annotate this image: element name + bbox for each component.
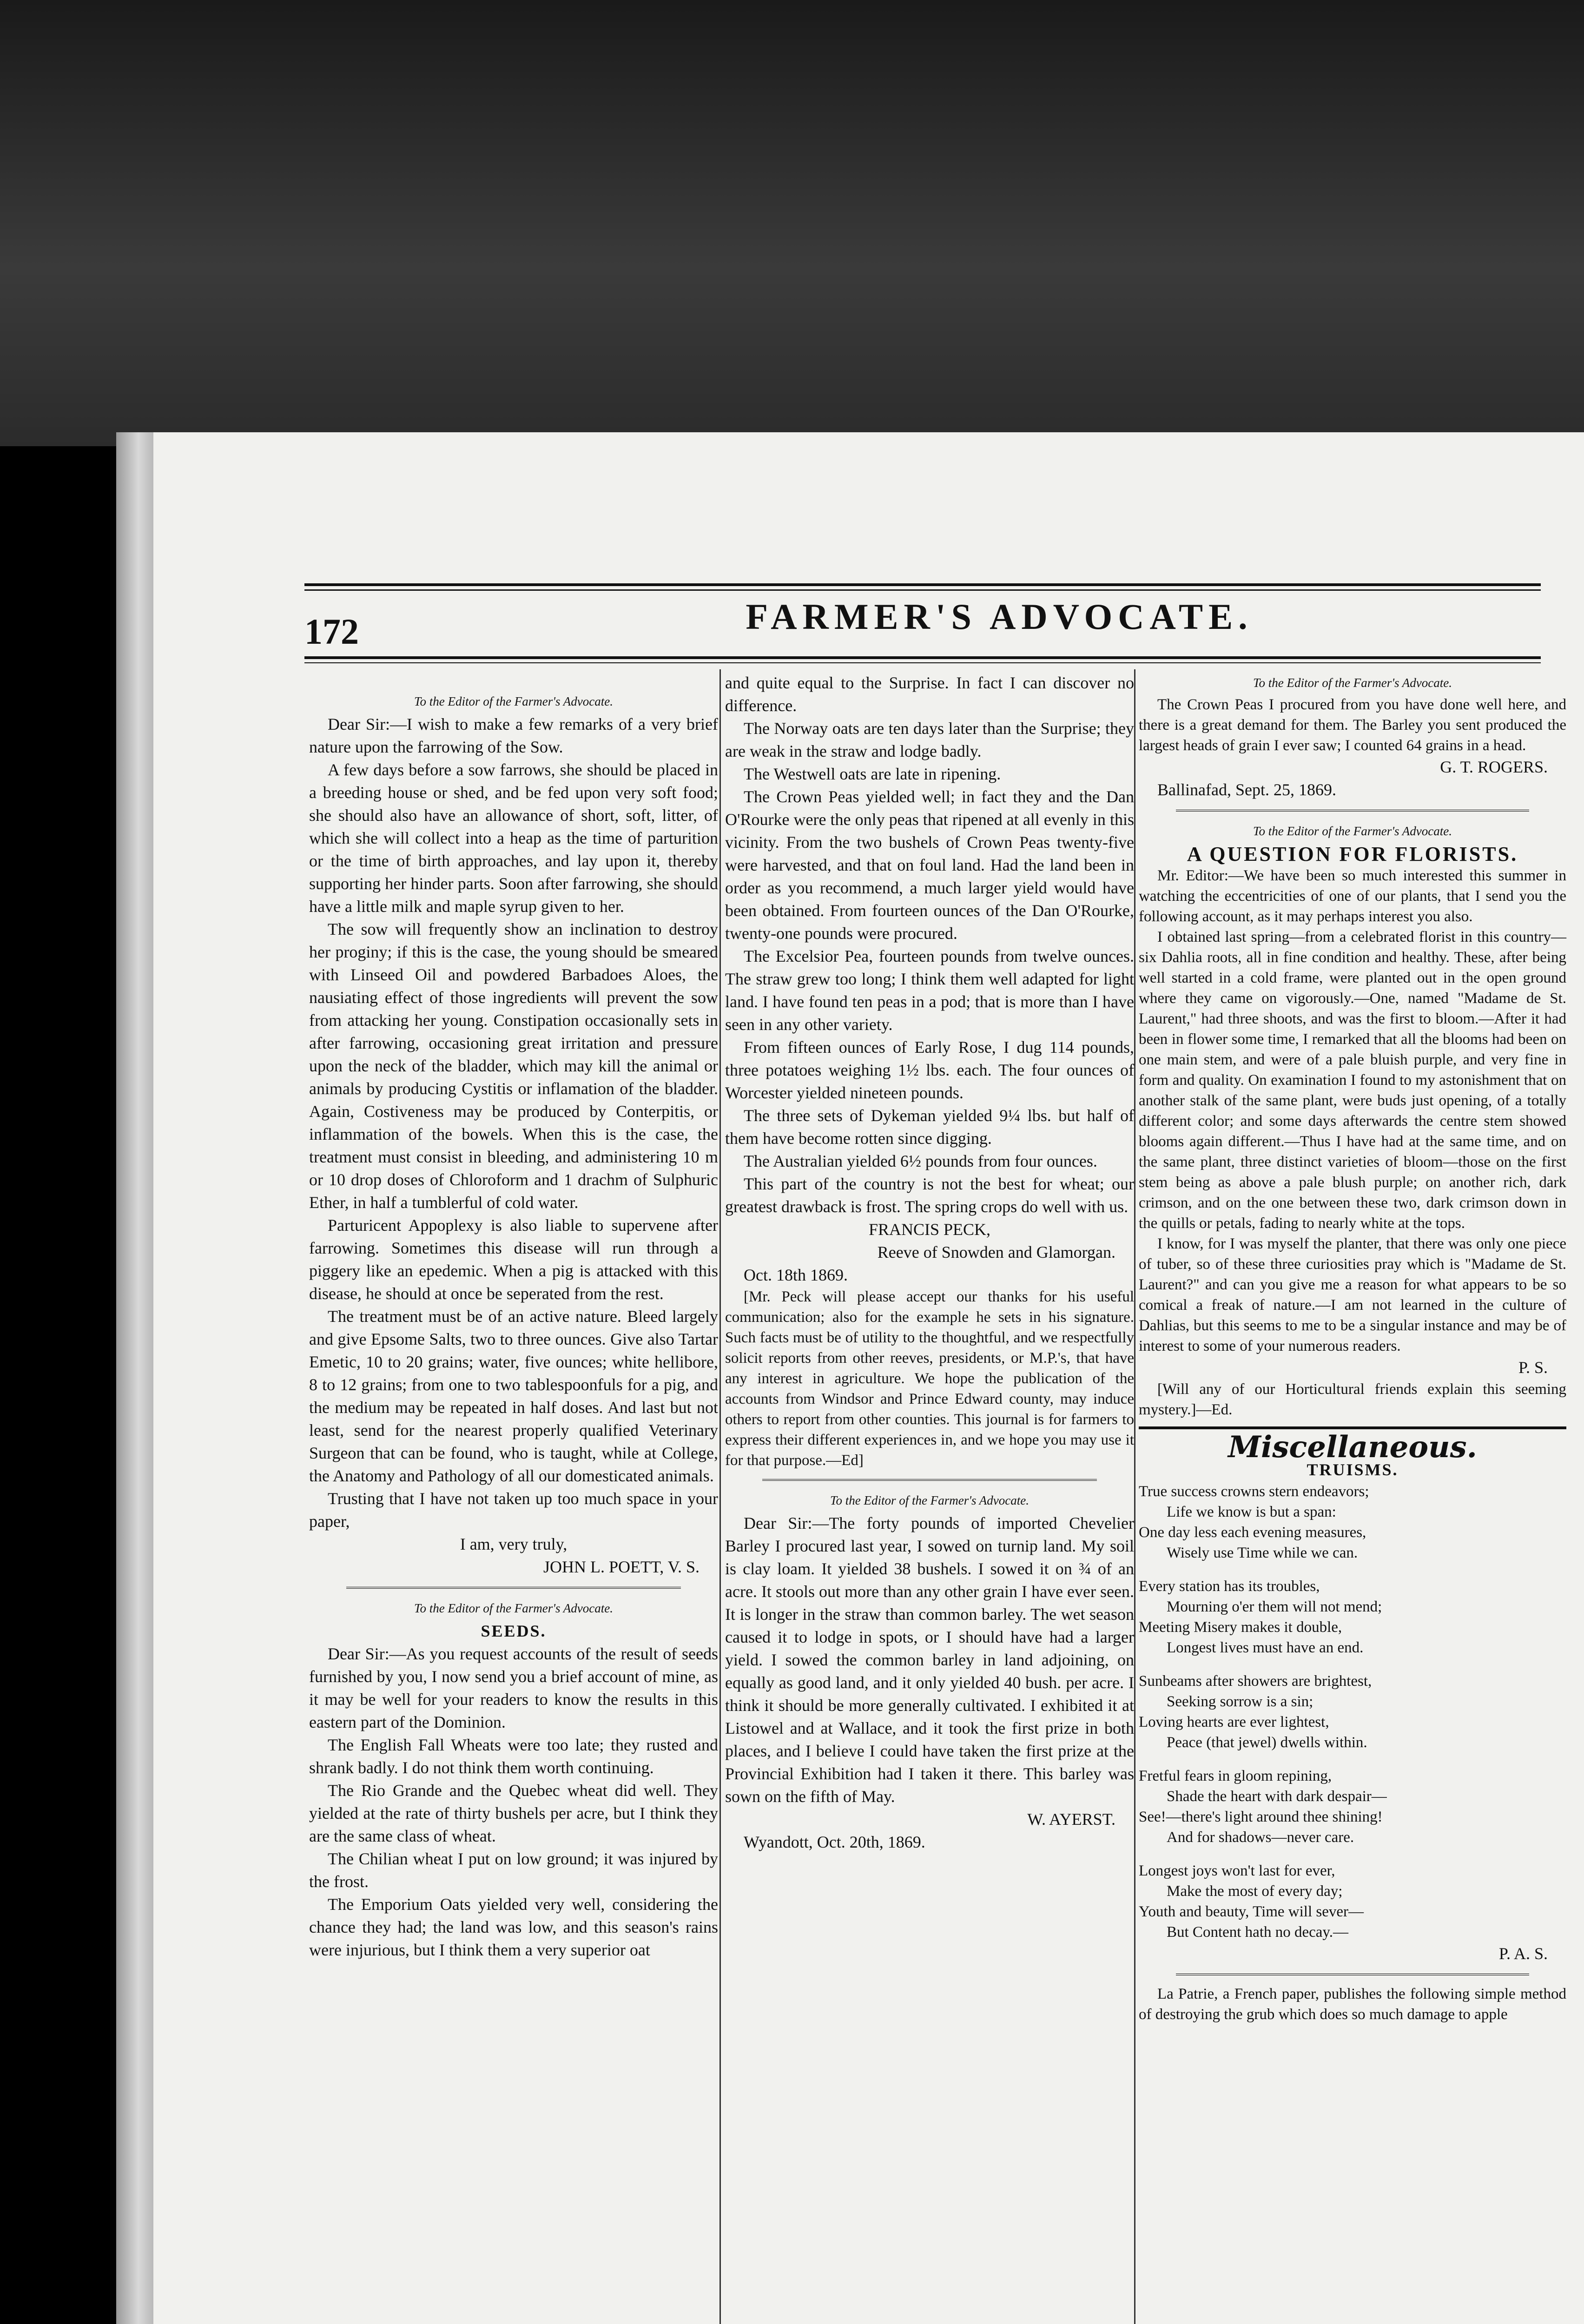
- paragraph: Mr. Editor:—We have been so much interested this summer in watching the eccentricities of one of our plants, that I send you the following account, as it may perhaps interest you also.: [1139, 867, 1566, 925]
- paragraph: The Chilian wheat I put on low ground; it was injured by the frost.: [309, 1849, 718, 1891]
- paragraph: This part of the country is not the best for wheat; our greatest drawback is frost. The spring crops do well with us.: [725, 1175, 1134, 1216]
- poem-line: Meeting Misery makes it double,: [1139, 1619, 1342, 1636]
- paragraph: The Rio Grande and the Quebec wheat did well. They yielded at the rate of thirty bushels per acre, but I think they are the same class of wheat.: [309, 1781, 718, 1845]
- poem-line: See!—there's light around thee shining!: [1139, 1809, 1383, 1825]
- column-middle: [725, 672, 1134, 1854]
- poem-line: Sunbeams after showers are brightest,: [1139, 1673, 1372, 1690]
- poem-line: Seeking sorrow is a sin;: [1167, 1693, 1313, 1710]
- masthead-bottom-rule: [304, 656, 1541, 659]
- stanza-gap: [1139, 1753, 1566, 1766]
- paragraph: Parturicent Appoplexy is also liable to supervene after farrowing. Sometimes this disease will run through a piggery like an epedemic. When a pig is attacked with this disease, he should at once be seperated from the rest.: [309, 1216, 718, 1303]
- paragraph: Dear Sir:—I wish to make a few remarks of a very brief nature upon the farrowing of the Sow.: [309, 715, 718, 756]
- divider: [1176, 1974, 1529, 1975]
- paragraph: La Patrie, a French paper, publishes the following simple method of destroying the grub which does so much damage to apple: [1139, 1986, 1566, 2023]
- poem-line: Longest joys won't last for ever,: [1139, 1862, 1335, 1879]
- poem-title: TRUISMS.: [1307, 1460, 1399, 1479]
- article-heading: SEEDS.: [481, 1622, 547, 1640]
- signature-title: Reeve of Snowden and Glamorgan.: [877, 1243, 1115, 1261]
- poem-line: But Content hath no decay.—: [1167, 1924, 1349, 1941]
- editor-salutation: To the Editor of the Farmer's Advocate.: [830, 1493, 1029, 1507]
- poem-line: Every station has its troubles,: [1139, 1578, 1320, 1595]
- dateline: Wyandott, Oct. 20th, 1869.: [744, 1833, 925, 1851]
- masthead-title: FARMER'S ADVOCATE.: [746, 596, 1253, 637]
- editor-salutation: To the Editor of the Farmer's Advocate.: [1253, 824, 1452, 838]
- paragraph: The sow will frequently show an inclination to destroy her proginy; if this is the case, the young should be smeared with Linseed Oil and powdered Barbadoes Aloes, the nausiating effect of those ingredients will prevent the sow from attacking her young. Constipation occasionally sets in after farrowing, occasioning great irritation and pressure upon the neck of the bladder, which may kill the animal or animals by producing Cystitis or inflamation of the bladder. Again, Costiveness may be produced by Conterpitis, or inflammation of the bowels. When this is the case, the treatment must consist in bleeding, and administering 10 m or 10 drop doses of Chloroform and 1 drachm of Sulphuric Ether, in half a tumblerful of cold water.: [309, 920, 718, 1212]
- paragraph: Trusting that I have not taken up too much space in your paper,: [309, 1489, 718, 1531]
- paragraph: I know, for I was myself the planter, that there was only one piece of tuber, so of these three curiosities pray which is "Madame de St. Laurent?" and can you give me a reason for what appears to be so comical a freak of nature.—I am not learned in the culture of Dahlias, but this seems to me to be a singular instance and may be of interest to some of your numerous readers.: [1139, 1235, 1566, 1354]
- stanza-gap: [1139, 1563, 1566, 1576]
- paragraph: The Australian yielded 6½ pounds from four ounces.: [744, 1152, 1097, 1170]
- dateline: Oct. 18th 1869.: [744, 1266, 848, 1284]
- poem-line: And for shadows—never care.: [1167, 1829, 1354, 1846]
- paragraph: I obtained last spring—from a celebrated florist in this country—six Dahlia roots, all in fine condition and healthy. These, after being well started in a cold frame, were planted out in the open ground where they came on vigorously.—One, named "Madame de St. Laurent," had three shoots, and was the first to bloom.—After it had been in flower some time, I remarked that all the blooms had been on one main stem, and were of a pale bluish purple, and very fine in form and quality. On examination I found to my astonishment that on another stalk of the same plant, were buds just opening, of a totally different color; and some days afterwards the centre stem showed blooms again different.—Thus I have had at the same time, and on the same plant, three distinct varieties of bloom—those on the first stem being as above a pale blush purple; on another rich, dark crimson, and on the one between these two, dark crimson down in the quills or petals, fading to nearly white at the tops.: [1139, 929, 1566, 1232]
- paragraph: The Emporium Oats yielded very well, considering the chance they had; the land was low, and this season's rains were injurious, but I think them a very superior oat: [309, 1895, 718, 1959]
- paragraph: Dear Sir:—As you request accounts of the result of seeds furnished by you, I now send you a brief account of mine, as it may be well for your readers to know the results in this eastern part of the Dominion.: [309, 1644, 718, 1731]
- signature: JOHN L. POETT, V. S.: [543, 1558, 700, 1576]
- poem-line: Youth and beauty, Time will sever—: [1139, 1903, 1364, 1920]
- poem-line: True success crowns stern endeavors;: [1139, 1483, 1369, 1500]
- masthead-top-rule-thin: [304, 589, 1541, 591]
- poem-line: Loving hearts are ever lightest,: [1139, 1714, 1329, 1730]
- closing: I am, very truly,: [460, 1535, 568, 1553]
- masthead-bottom-rule-thin: [304, 662, 1541, 663]
- column-rule-2: [1134, 669, 1135, 2324]
- signature: P. S.: [1518, 1358, 1548, 1377]
- column-right: [1139, 672, 1566, 2025]
- column-left: [309, 690, 718, 1961]
- poem-line: Life we know is but a span:: [1167, 1504, 1336, 1520]
- paragraph: A few days before a sow farrows, she should be placed in a breeding house or shed, and be fed upon very soft food; she should also have an allowance of short, soft, litter, of which she will collect into a heap as the time of parturition or the time of birth approaches, and lay upon it, thereby supporting her hinder parts. Soon after farrowing, she should have a little milk and maple syrup given to her.: [309, 760, 718, 916]
- poem-line: Mourning o'er them will not mend;: [1167, 1598, 1382, 1615]
- paragraph: Dear Sir:—The forty pounds of imported Chevelier Barley I procured last year, I sowed on turnip land. My soil is clay loam. It yielded 38 bushels. I sowed it on ¾ of an acre. It stools out more than any other grain I have ever seen. It is longer in the straw than common barley. The wet season caused it to lodge in spots, or I should have had a larger yield. I sowed the common barley in land adjoining, on equally as good land, and it only yielded 40 bush. per acre. I think it should be more generally cultivated. I exhibited it at Listowel and at Wallace, and it took the first prize in both places, and I believe I could have taken the first prize at the Provincial Exhibition had I taken it there. This barley was sown on the fifth of May.: [725, 1514, 1134, 1806]
- paragraph: The Westwell oats are late in ripening.: [744, 765, 1001, 783]
- signature: W. AYERST.: [1027, 1810, 1115, 1829]
- stanza-gap: [1139, 1848, 1566, 1861]
- column-rule-1: [719, 669, 721, 2324]
- poem-line: Make the most of every day;: [1167, 1883, 1343, 1900]
- paragraph: The Crown Peas yielded well; in fact they and the Dan O'Rourke were the only peas that ripened at all evenly in this vicinity. From the two bushels of Crown Peas twenty-five were harvested, and that on foul land. Had the land been in order as you recommend, a much larger yield would have been obtained. From fourteen ounces of the Dan O'Rourke, twenty-one pounds were procured.: [725, 787, 1134, 943]
- editor-note: [Mr. Peck will please accept our thanks for his useful communication; also for the example he sets in his signature. Such facts must be of utility to the thoughtful, and we respectfully solicit reports from other reeves, presidents, or M.P.'s, that have any interest in agriculture. We hope the publication of the accounts from Windsor and Prince Edward county, may induce others to report from other counties. This journal is for farmers to express their different experiences in, and we hope you may use it for that purpose.—Ed]: [725, 1288, 1134, 1469]
- dateline: Ballinafad, Sept. 25, 1869.: [1157, 780, 1336, 799]
- paragraph: The English Fall Wheats were too late; they rusted and shrank badly. I do not think them worth continuing.: [309, 1736, 718, 1777]
- signature: FRANCIS PECK,: [868, 1220, 991, 1239]
- poem-line: Peace (that jewel) dwells within.: [1167, 1734, 1367, 1751]
- editor-note: [Will any of our Horticultural friends explain this seeming mystery.]—Ed.: [1139, 1381, 1566, 1418]
- masthead-top-rule: [304, 583, 1541, 586]
- poem-line: Fretful fears in gloom repining,: [1139, 1768, 1332, 1784]
- editor-salutation: To the Editor of the Farmer's Advocate.: [1253, 676, 1452, 690]
- stanza-gap: [1139, 1658, 1566, 1671]
- paragraph: The treatment must be of an active nature. Bleed largely and give Epsome Salts, two to three ounces. Give also Tartar Emetic, 10 to 20 grains; water, five ounces; white hellibore, 8 to 12 grains; from one to two tablespoonfuls for a pig, and the medium may be repeated in half doses. And last but not least, send for the nearest properly qualified Veterinary Surgeon that can be found, who is taught, while at College, the Anatomy and Pathology of all our domesticated animals.: [309, 1307, 718, 1485]
- divider: [1176, 810, 1529, 812]
- signature: G. T. ROGERS.: [1440, 758, 1548, 776]
- poem: [1139, 1481, 1566, 1942]
- section-rule: [1139, 1426, 1566, 1429]
- divider: [346, 1587, 681, 1589]
- divider: [762, 1479, 1097, 1481]
- poem-line: One day less each evening measures,: [1139, 1524, 1366, 1541]
- poem-line: Wisely use Time while we can.: [1167, 1545, 1358, 1561]
- poem-line: Shade the heart with dark despair—: [1167, 1788, 1387, 1805]
- paragraph: The Norway oats are ten days later than the Surprise; they are weak in the straw and lodge badly.: [725, 719, 1134, 760]
- scan-background: [0, 0, 1584, 446]
- article-heading: A QUESTION FOR FLORISTS.: [1187, 843, 1518, 865]
- paragraph: The Excelsior Pea, fourteen pounds from twelve ounces. The straw grew too long; I think them well adapted for light land. I have found ten peas in a pod; that is more than I have seen in any other variety.: [725, 947, 1134, 1034]
- paragraph: and quite equal to the Surprise. In fact I can discover no difference.: [725, 673, 1134, 715]
- editor-salutation: To the Editor of the Farmer's Advocate.: [414, 1601, 613, 1615]
- page-number: 172: [304, 611, 359, 652]
- paragraph: The three sets of Dykeman yielded 9¼ lbs. but half of them have become rotten since digging.: [725, 1106, 1134, 1148]
- poem-line: Longest lives must have an end.: [1167, 1639, 1364, 1656]
- editor-salutation: To the Editor of the Farmer's Advocate.: [414, 694, 613, 708]
- section-heading-miscellaneous: Miscellaneous.: [1228, 1430, 1477, 1465]
- paragraph: The Crown Peas I procured from you have done well here, and there is a great demand for them. The Barley you sent produced the largest heads of grain I ever saw; I counted 64 grains in a head.: [1139, 696, 1566, 754]
- paragraph: From fifteen ounces of Early Rose, I dug 114 pounds, three potatoes weighing 1½ lbs. each. The four ounces of Worcester yielded nineteen pounds.: [725, 1038, 1134, 1102]
- poem-signature: P. A. S.: [1498, 1944, 1548, 1963]
